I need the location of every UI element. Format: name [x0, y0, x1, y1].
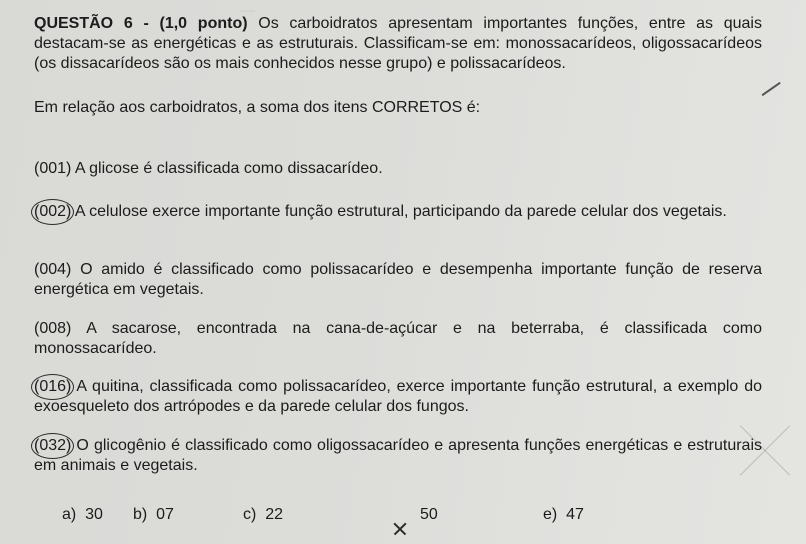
bleed-through-text: ― — [240, 2, 255, 19]
option-letter: e) — [543, 506, 558, 523]
item-text: A celulose exerce importante função estrutural, participando da parede celular dos vegetais. — [71, 203, 727, 220]
item-code-circled: (002) — [34, 203, 72, 220]
question-intro: Os carboidratos apresentam importantes funções, entre as quais destacam-se as energéticas e as estruturais. Classificam-se em: monossacarídeos, oligossacarídeos (os dissacarídeos são os mais conhecidos nesse grupo) e polissacarídeos. — [34, 15, 762, 72]
pen-mark — [762, 82, 781, 96]
item-text: A sacarose, encontrada na cana-de-açúcar e na beterraba, é classificada como monossacarídeo. — [34, 320, 762, 357]
item-text: A quitina, classificada como polissacarídeo, exerce importante função estrutural, a exemplo do exoesqueleto dos artrópodes e da parede celular dos fungos. — [34, 378, 762, 415]
option-e[interactable] — [543, 505, 584, 525]
item-008 — [34, 319, 762, 359]
option-value: 50 — [420, 506, 438, 523]
question-prompt: Em relação aos carboidratos, a soma dos itens CORRETOS é: — [34, 99, 481, 116]
item-002 — [34, 202, 762, 222]
option-value: 07 — [156, 506, 174, 523]
item-032 — [34, 436, 762, 476]
option-b[interactable] — [133, 505, 174, 525]
item-text: O amido é classificado como polissacarídeo e desempenha importante função de reserva energética em vegetais. — [34, 261, 762, 298]
item-004 — [34, 260, 762, 300]
option-letter: a) — [62, 506, 77, 523]
option-c[interactable] — [243, 505, 283, 525]
option-a[interactable] — [62, 505, 103, 525]
item-code-circled: (016) — [34, 378, 72, 395]
option-value: 47 — [566, 506, 584, 523]
option-letter: b) — [133, 506, 148, 523]
question-title: QUESTÃO 6 - (1,0 ponto) — [34, 15, 248, 32]
option-value: 22 — [265, 506, 284, 523]
question-header — [34, 14, 762, 74]
item-016 — [34, 377, 762, 417]
item-text: O glicogênio é classificado como oligossacarídeo e apresenta funções energéticas e estruturais em animais e vegetais. — [34, 437, 762, 474]
item-code-circled: (032) — [34, 437, 72, 454]
item-code: (004) — [34, 261, 72, 278]
item-text: A glicose é classificada como dissacarídeo. — [71, 160, 383, 177]
item-code: (008) — [34, 320, 72, 337]
item-001 — [34, 159, 762, 179]
option-d[interactable] — [392, 505, 438, 525]
option-value: 30 — [85, 506, 103, 523]
answer-options — [0, 505, 806, 527]
item-code: (001) — [34, 160, 72, 177]
option-letter: c) — [243, 506, 257, 523]
